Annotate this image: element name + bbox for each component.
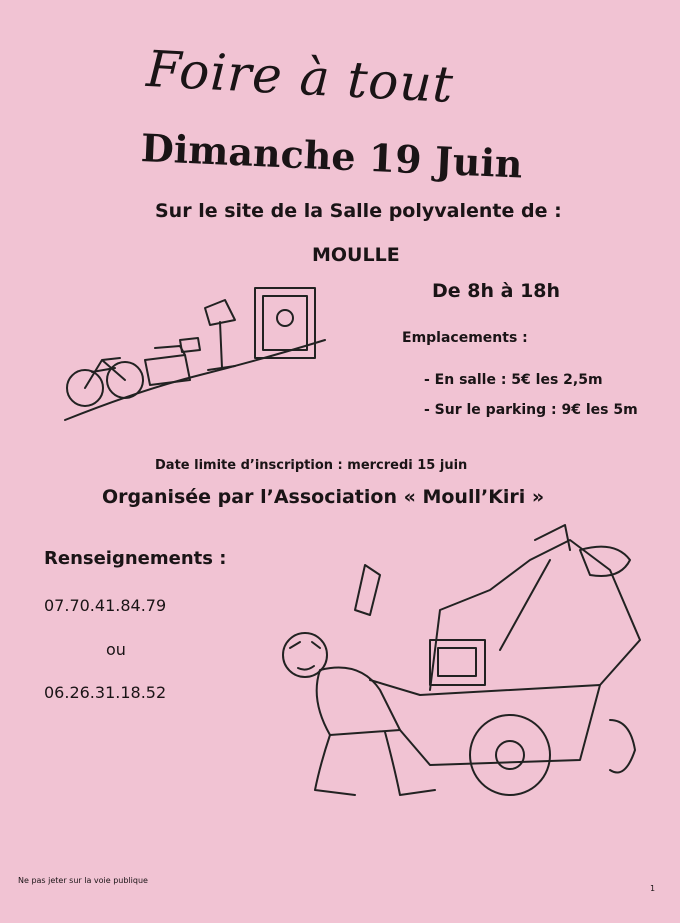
emplacement-item: - En salle : 5€ les 2,5m	[424, 372, 603, 388]
flea-market-illustration-small	[60, 280, 330, 430]
event-hours: De 8h à 18h	[432, 280, 561, 302]
info-title: Renseignements :	[44, 548, 227, 569]
phone-number: 06.26.31.18.52	[44, 683, 167, 702]
organizer: Organisée par l’Association « Moull’Kiri »	[102, 486, 545, 508]
emplacement-item: - Sur le parking : 9€ les 5m	[424, 402, 638, 418]
phone-number: 07.70.41.84.79	[44, 596, 167, 615]
page-number: 1	[650, 884, 656, 893]
event-site: Sur le site de la Salle polyvalente de :	[155, 200, 562, 222]
footer-note: Ne pas jeter sur la voie publique	[18, 876, 148, 885]
emplacements-title: Emplacements :	[402, 330, 528, 346]
cart-man-illustration	[270, 520, 670, 820]
event-date: Dimanche 19 Juin	[140, 125, 524, 187]
phone-separator: ou	[106, 640, 126, 659]
registration-deadline: Date limite d’inscription : mercredi 15 juin	[155, 458, 468, 473]
poster-title: Foire à tout	[144, 40, 456, 115]
event-town: MOULLE	[312, 244, 400, 266]
